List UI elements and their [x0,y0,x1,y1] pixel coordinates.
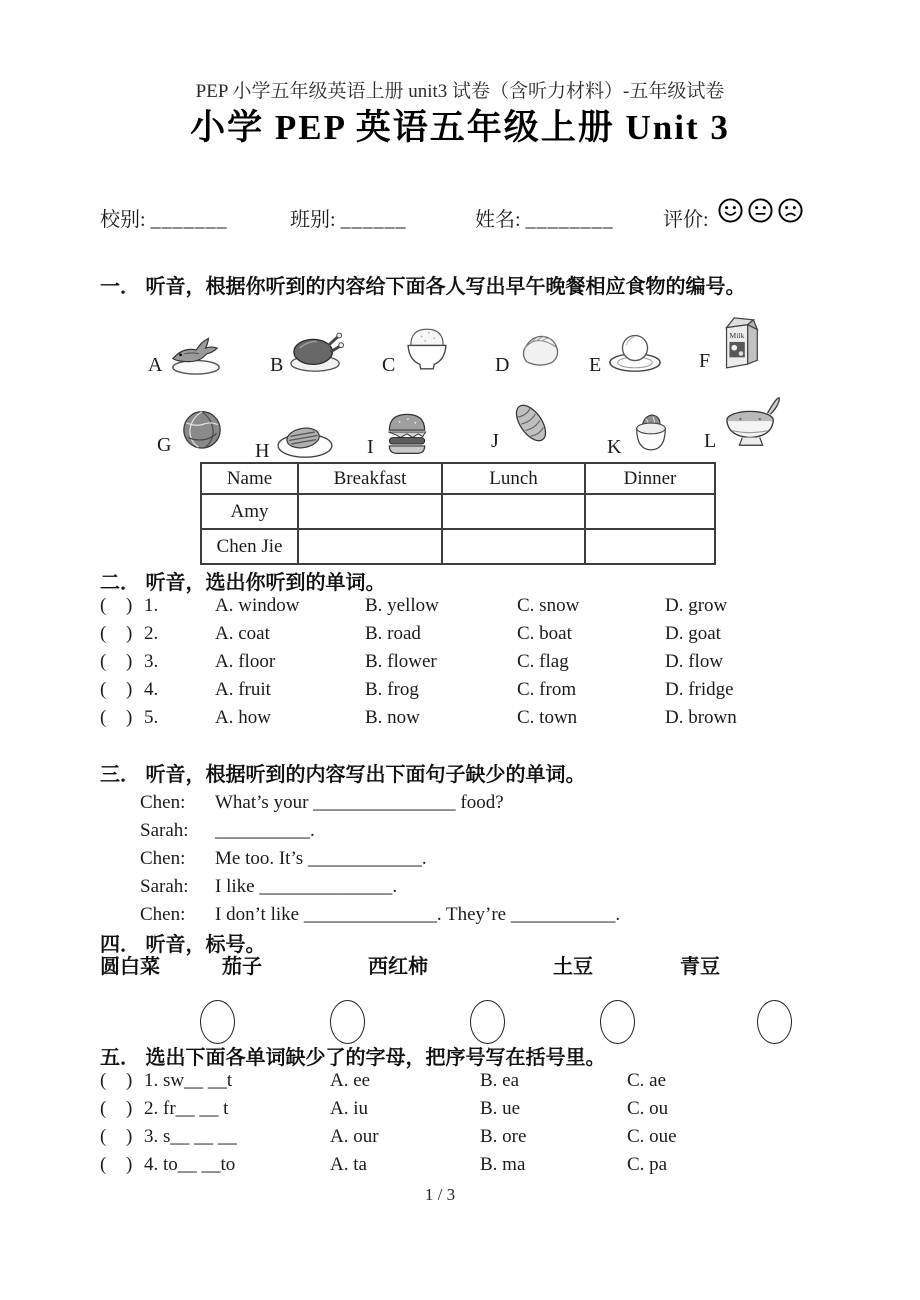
paren-close: ) [126,1154,133,1175]
egg-plate-icon [606,322,664,376]
option-c: C. boat [517,623,572,644]
meal-cell [442,529,585,564]
option-a: A. iu [330,1098,368,1119]
option-a: A. window [215,595,300,616]
food-item-c [382,318,454,376]
food-letter-h: H [255,440,270,462]
food-item-j [491,394,558,452]
school-label: 校别: [100,209,146,231]
option-c: C. oue [627,1126,677,1147]
food-item-k [607,400,676,458]
paren-close: ) [126,1098,133,1119]
section2-title: 二． 听音，选出你听到的单词。 [100,572,386,594]
dialogue-line-5 [0,902,920,930]
word-with-blanks: 4. to__ __to [144,1154,236,1175]
dialogue-line-3 [0,846,920,874]
class-label: 班别: [290,209,336,231]
option-b: B. yellow [365,595,439,616]
paren-open: ( [100,679,107,700]
option-a: A. our [330,1126,379,1147]
word-with-blanks: 2. fr__ __ t [144,1098,229,1119]
answer-circle-5 [757,1000,792,1044]
dumpling-icon [514,324,568,376]
meal-cell [585,529,715,564]
meal-cell [442,494,585,529]
option-b: B. road [365,623,421,644]
option-b: B. now [365,707,420,728]
doc-subtitle: PEP 小学五年级英语上册 unit3 试卷（含听力材料）-五年级试卷 [195,81,725,102]
option-d: D. brown [665,707,737,728]
food-item-d [495,318,568,376]
paren-close: ) [126,595,133,616]
veg-word-eggplant: 茄子 [222,956,262,978]
col-header-dinner: Dinner [585,463,715,494]
paren-open: ( [100,707,107,728]
class-blank: ______ [340,209,407,231]
name-blank: ________ [525,209,614,231]
paren-open: ( [100,651,107,672]
option-a: A. fruit [215,679,271,700]
answer-circle-3 [470,1000,505,1044]
option-d: D. goat [665,623,721,644]
paren-open: ( [100,623,107,644]
bread-loaf-icon [504,394,558,452]
paren-open: ( [100,1098,107,1119]
food-letter-g: G [157,434,172,456]
paren-close: ) [126,707,133,728]
food-item-h [255,404,336,462]
item-number: 3. [144,651,159,672]
food-item-l [704,394,783,452]
name-label: 姓名: [475,209,521,231]
speaker: Chen: [140,904,186,925]
roast-chicken-icon [288,322,346,376]
meal-cell [298,494,442,529]
word-with-blanks: 3. s__ __ __ [144,1126,237,1147]
option-b: B. ue [480,1098,521,1119]
option-b: B. frog [365,679,419,700]
neutral-face-icon [747,197,774,224]
option-b: B. flower [365,651,437,672]
speaker: Sarah: [140,820,189,841]
dialogue-line-2 [0,818,920,846]
food-item-i [367,400,435,458]
milk-label: Milk [729,331,745,341]
rating-label: 评价: [663,209,709,231]
speaker: Chen: [140,848,186,869]
food-letter-f: F [699,350,711,372]
veg-word-greenbeans: 青豆 [680,956,720,978]
rating-field [663,206,709,234]
meal-cell [298,529,442,564]
dialogue-text: __________. [215,820,315,841]
name-field [475,206,614,234]
option-a: A. floor [215,651,276,672]
rice-bowl-icon [400,322,454,376]
paren-open: ( [100,1070,107,1091]
dialogue-text: I don’t like ______________. They’re ___________. [215,904,621,925]
item-number: 1. [144,595,159,616]
cabbage-icon [176,402,228,456]
milk-carton-icon [715,310,765,372]
col-header-name: Name [201,463,298,494]
hamburger-icon [379,406,435,458]
student-name: Amy [201,494,298,529]
meal-table [200,462,716,565]
food-letter-j: J [491,430,499,452]
food-bowl-icon [626,406,676,458]
food-letter-i: I [367,436,374,458]
col-header-lunch: Lunch [442,463,585,494]
section4-title: 四． 听音，标号。 [100,934,266,956]
food-letter-d: D [495,354,510,376]
dialogue-text: What’s your _______________ food? [215,792,504,813]
speaker: Chen: [140,792,186,813]
food-letter-a: A [148,354,163,376]
option-c: C. ou [627,1098,669,1119]
veg-word-cabbage: 圆白菜 [100,956,160,978]
class-field [290,206,407,234]
option-c: C. pa [627,1154,668,1175]
option-a: A. ta [330,1154,367,1175]
table-row-chenjie [201,529,715,564]
col-header-breakfast: Breakfast [298,463,442,494]
paren-close: ) [126,1126,133,1147]
table-row-amy [201,494,715,529]
section5-title: 五． 选出下面各单词缺少了的字母，把序号写在括号里。 [100,1047,606,1069]
food-item-f [699,314,765,372]
option-a: A. how [215,707,271,728]
option-b: B. ma [480,1154,526,1175]
paren-open: ( [100,595,107,616]
answer-circle-2 [330,1000,365,1044]
option-b: B. ea [480,1070,520,1091]
option-c: C. from [517,679,577,700]
meal-table-header-row [201,463,715,494]
dialogue-line-1 [0,790,920,818]
food-item-g [157,398,228,456]
dialogue-text: Me too. It’s ____________. [215,848,427,869]
answer-circle-4 [600,1000,635,1044]
paren-open: ( [100,1154,107,1175]
food-letter-c: C [382,354,396,376]
option-d: D. flow [665,651,724,672]
option-d: D. grow [665,595,728,616]
food-item-a [148,318,225,376]
option-a: A. coat [215,623,270,644]
option-c: C. ae [627,1070,667,1091]
word-with-blanks: 1. sw__ __t [144,1070,233,1091]
paren-close: ) [126,651,133,672]
page-title: 小学 PEP 英语五年级上册 Unit 3 [190,108,730,147]
student-name: Chen Jie [201,529,298,564]
paren-close: ) [126,623,133,644]
food-item-e [589,318,664,376]
option-c: C. flag [517,651,569,672]
speaker: Sarah: [140,876,189,897]
item-number: 5. [144,707,159,728]
food-letter-e: E [589,354,602,376]
fish-dish-icon [167,322,225,376]
option-c: C. town [517,707,578,728]
meat-plate-icon [274,414,336,462]
paren-close: ) [126,1070,133,1091]
food-letter-b: B [270,354,284,376]
happy-face-icon [717,197,744,224]
food-letter-l: L [704,430,717,452]
sad-face-icon [777,197,804,224]
page-number: 1 / 3 [424,1185,456,1204]
option-c: C. snow [517,595,580,616]
veg-word-tomato: 西红柿 [368,956,428,978]
meal-cell [585,494,715,529]
school-blank: _______ [150,209,228,231]
rating-faces [717,197,804,224]
dialogue-text: I like ______________. [215,876,398,897]
section3-title: 三． 听音，根据听到的内容写出下面句子缺少的单词。 [100,764,586,786]
item-number: 4. [144,679,159,700]
veg-word-potato: 土豆 [553,956,593,978]
soup-bowl-icon [721,394,783,452]
paren-open: ( [100,1126,107,1147]
dialogue-line-4 [0,874,920,902]
food-letter-k: K [607,436,622,458]
option-d: D. fridge [665,679,734,700]
item-number: 2. [144,623,159,644]
section1-title: 一． 听音，根据你听到的内容给下面各人写出早午晚餐相应食物的编号。 [100,276,746,298]
food-item-b [270,318,346,376]
option-a: A. ee [330,1070,371,1091]
school-field [100,206,228,234]
answer-circle-1 [200,1000,235,1044]
option-b: B. ore [480,1126,527,1147]
paren-close: ) [126,679,133,700]
